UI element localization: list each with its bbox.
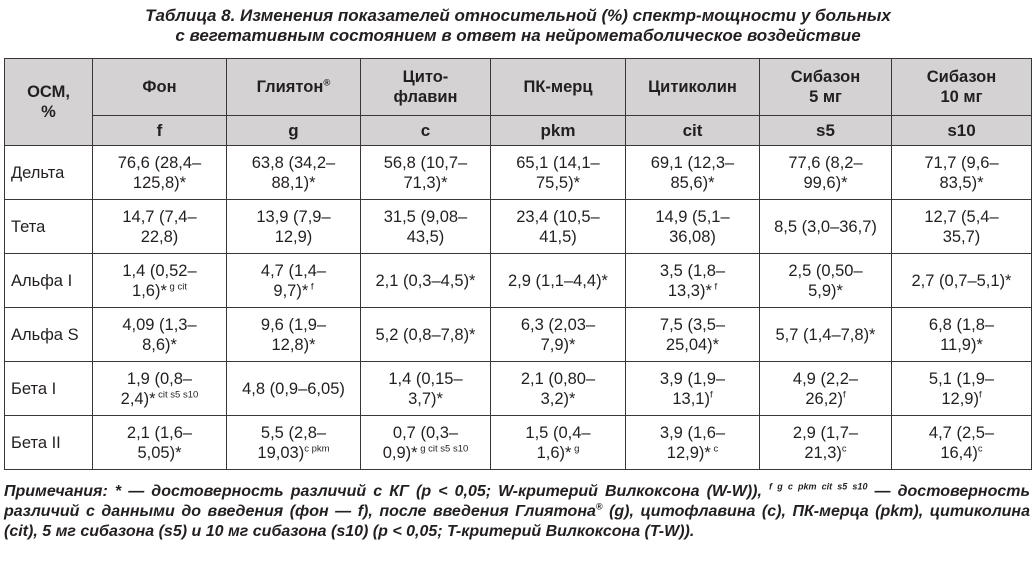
cell-line-1: 12,7 (5,4– — [924, 207, 999, 226]
column-header-line-1 — [363, 67, 488, 87]
cell-significance-marks: f — [842, 389, 846, 400]
cell-line-1: 2,7 (0,7–5,1)* — [911, 271, 1012, 290]
cell-line-1: 5,1 (1,9– — [928, 369, 995, 388]
cell-line-1: 4,09 (1,3– — [122, 315, 197, 334]
table-cell — [227, 416, 361, 470]
table-caption — [0, 6, 1036, 46]
cell-value: 85,6)* — [670, 173, 715, 192]
table-cell — [892, 416, 1032, 470]
cell-line-1: 31,5 (9,08– — [383, 207, 468, 226]
cell-line-1: 3,9 (1,6– — [659, 423, 726, 442]
table-cell — [227, 362, 361, 416]
cell-line-1: 4,7 (1,4– — [260, 261, 327, 280]
cell-line-1: 1,5 (0,4– — [525, 423, 591, 442]
cell-line-2 — [628, 281, 757, 301]
cell-line-1: 2,5 (0,50– — [788, 261, 863, 280]
cell-line-1: 71,7 (9,6– — [924, 153, 999, 172]
corner-line-2: % — [41, 103, 56, 121]
cell-significance-marks: cit s5 s10 — [155, 389, 199, 400]
column-header — [93, 59, 227, 116]
cell-line-1: 13,9 (7,9– — [256, 207, 331, 226]
column-header-line-1 — [95, 77, 224, 97]
corner-line-1: ОСМ, — [27, 83, 70, 101]
column-code: s5 — [760, 116, 892, 146]
cell-line-1: 14,7 (7,4– — [122, 207, 197, 226]
cell-line-1: 4,8 (0,9–6,05) — [242, 379, 345, 398]
table-cell — [491, 254, 626, 308]
column-header-text: Цито- — [402, 68, 449, 86]
row-label: Тета — [5, 200, 93, 254]
cell-significance-marks: c — [977, 443, 983, 454]
row-label: Дельта — [5, 146, 93, 200]
cell-line-1: 63,8 (34,2– — [251, 153, 336, 172]
table-notes — [4, 482, 1030, 542]
column-header — [491, 59, 626, 116]
cell-line-1: 6,3 (2,03– — [520, 315, 596, 334]
column-header-text: Сибазон — [926, 68, 997, 86]
table-cell — [491, 308, 626, 362]
cell-line-2 — [95, 443, 224, 463]
column-header — [227, 59, 361, 116]
cell-line-1: 6,8 (1,8– — [928, 315, 995, 334]
table-cell — [760, 362, 892, 416]
row-label: Альфа S — [5, 308, 93, 362]
cell-value: 88,1)* — [271, 173, 316, 192]
cell-line-2 — [95, 227, 224, 247]
cell-line-1: 2,9 (1,1–4,4)* — [508, 271, 608, 290]
table-row — [5, 200, 1032, 254]
cell-value: 19,03) — [257, 443, 305, 462]
cell-value: 3,7)* — [408, 389, 443, 408]
cell-line-2 — [894, 173, 1029, 193]
table-cell — [491, 200, 626, 254]
cell-line-1: 8,5 (3,0–36,7) — [774, 217, 877, 236]
row-label: Бета II — [5, 416, 93, 470]
cell-value: 75,5)* — [535, 173, 581, 192]
cell-line-2 — [493, 335, 623, 355]
cell-line-2 — [229, 335, 358, 355]
table-cell — [227, 146, 361, 200]
table-cell — [892, 200, 1032, 254]
table-cell — [361, 254, 491, 308]
cell-line-1: 5,7 (1,4–7,8)* — [775, 325, 876, 344]
table-cell — [491, 416, 626, 470]
table-cell — [760, 146, 892, 200]
cell-line-1: 1,4 (0,15– — [388, 369, 463, 388]
cell-value: 26,2) — [805, 389, 843, 408]
column-header — [626, 59, 760, 116]
cell-value: 7,9)* — [540, 335, 576, 354]
column-header-line-1 — [493, 77, 623, 97]
cell-value: 12,9) — [274, 227, 313, 246]
header-corner — [5, 59, 93, 146]
table-cell — [93, 200, 227, 254]
cell-line-1: 2,1 (1,6– — [126, 423, 193, 442]
cell-value: 21,3) — [804, 443, 842, 462]
cell-line-2 — [363, 227, 488, 247]
cell-value: 1,6)* — [536, 443, 572, 462]
cell-line-2 — [229, 227, 358, 247]
cell-line-1: 1,4 (0,52– — [122, 261, 197, 280]
cell-value: 36,08) — [669, 227, 716, 246]
cell-line-1: 5,2 (0,8–7,8)* — [375, 325, 476, 344]
cell-value: 25,04)* — [665, 335, 720, 354]
cell-line-2 — [95, 389, 224, 409]
cell-line-2 — [229, 443, 358, 463]
cell-line-1: 69,1 (12,3– — [650, 153, 735, 172]
table-cell — [227, 254, 361, 308]
cell-value: 35,7) — [942, 227, 981, 246]
table-cell — [626, 308, 760, 362]
cell-value: 5,05)* — [137, 443, 182, 462]
caption-line-2: с вегетативным состоянием в ответ на нейрометаболическое воздействие — [175, 26, 861, 45]
column-header-line-1 — [762, 67, 889, 87]
column-header-line-2: 10 мг — [940, 88, 983, 106]
cell-line-1: 5,5 (2,8– — [260, 423, 327, 442]
cell-value: 12,9)* — [666, 443, 711, 462]
cell-value: 13,3)* — [667, 281, 712, 300]
cell-line-1: 14,9 (5,1– — [655, 207, 730, 226]
column-header-text: Глиятон — [256, 78, 324, 96]
cell-line-1: 1,9 (0,8– — [126, 369, 193, 388]
cell-line-2 — [628, 335, 757, 355]
spectral-power-table — [4, 58, 1032, 470]
table-cell — [93, 308, 227, 362]
cell-line-2 — [894, 389, 1029, 409]
cell-value: 11,9)* — [940, 335, 983, 354]
cell-line-2 — [762, 173, 889, 193]
cell-line-1: 76,6 (28,4– — [117, 153, 202, 172]
cell-line-1: 2,1 (0,3–4,5)* — [375, 271, 476, 290]
cell-value: 9,7)* — [273, 281, 309, 300]
cell-value: 71,3)* — [403, 173, 448, 192]
table-cell — [892, 146, 1032, 200]
cell-value: 3,2)* — [540, 389, 576, 408]
column-code: g — [227, 116, 361, 146]
column-header-text: ПК-мерц — [523, 78, 593, 96]
table-cell — [760, 308, 892, 362]
cell-value: 0,9)* — [382, 443, 418, 462]
notes-part-2: — достоверность различий с данными до введения (фон — f), после введения Глиятона — [4, 483, 1030, 520]
cell-line-2 — [95, 173, 224, 193]
cell-value: 8,6)* — [142, 335, 177, 354]
cell-value: 22,8) — [140, 227, 179, 246]
cell-significance-marks: g — [571, 443, 580, 454]
cell-line-1: 4,7 (2,5– — [928, 423, 995, 442]
column-header-line-2: флавин — [393, 88, 458, 106]
cell-line-1: 56,8 (10,7– — [383, 153, 468, 172]
cell-line-2 — [95, 281, 224, 301]
cell-value: 41,5) — [539, 227, 577, 246]
cell-value: 43,5) — [406, 227, 445, 246]
column-code: c — [361, 116, 491, 146]
cell-value: 12,8)* — [271, 335, 316, 354]
table-cell — [892, 362, 1032, 416]
cell-line-2 — [229, 173, 358, 193]
cell-line-2 — [762, 443, 889, 463]
cell-significance-marks: c — [841, 443, 847, 454]
table-cell — [491, 146, 626, 200]
cell-value: 99,6)* — [803, 173, 848, 192]
cell-significance-marks: g cit s5 s10 — [417, 443, 469, 454]
table-row — [5, 308, 1032, 362]
column-code: pkm — [491, 116, 626, 146]
table-cell — [361, 416, 491, 470]
table-cell — [491, 362, 626, 416]
notes-part-1: Примечания: * — достоверность различий с КГ (p < 0,05; W-критерий Вилкоксона (W-W)), — [4, 483, 770, 500]
cell-significance-marks: c pkm — [304, 443, 330, 454]
column-header-line-2: 5 мг — [809, 88, 842, 106]
table-cell — [361, 200, 491, 254]
cell-line-2 — [95, 335, 224, 355]
cell-line-2 — [493, 443, 623, 463]
cell-line-1: 65,1 (14,1– — [516, 153, 600, 172]
table-row — [5, 416, 1032, 470]
cell-significance-marks: f — [711, 281, 718, 292]
cell-significance-marks: f — [978, 389, 982, 400]
table-cell — [361, 146, 491, 200]
cell-significance-marks: f — [709, 389, 713, 400]
cell-line-2 — [762, 389, 889, 409]
cell-line-2 — [493, 173, 623, 193]
cell-line-2 — [894, 227, 1029, 247]
cell-line-2 — [493, 389, 623, 409]
row-label: Альфа I — [5, 254, 93, 308]
cell-line-2 — [894, 335, 1029, 355]
table-cell — [361, 362, 491, 416]
cell-line-2 — [363, 389, 488, 409]
table-cell — [760, 254, 892, 308]
table-row — [5, 146, 1032, 200]
cell-value: 1,6)* — [132, 281, 167, 300]
table-cell — [626, 416, 760, 470]
table-cell — [760, 416, 892, 470]
table-cell — [93, 416, 227, 470]
cell-value: 13,1) — [672, 389, 710, 408]
column-header-line-1 — [628, 77, 757, 97]
table-cell — [93, 146, 227, 200]
cell-line-2 — [229, 281, 358, 301]
column-header — [361, 59, 491, 116]
cell-significance-marks: g cit — [166, 281, 187, 292]
cell-line-1: 2,1 (0,80– — [520, 369, 596, 388]
cell-line-2 — [493, 227, 623, 247]
column-header-line-1 — [229, 77, 358, 97]
table-cell — [760, 200, 892, 254]
column-header-text: Сибазон — [790, 68, 861, 86]
table-cell — [892, 254, 1032, 308]
column-header — [760, 59, 892, 116]
column-header-text: Цитиколин — [648, 78, 737, 96]
cell-line-2 — [363, 443, 488, 463]
table-row — [5, 362, 1032, 416]
cell-value: 83,5)* — [939, 173, 984, 192]
cell-line-1: 4,9 (2,2– — [792, 369, 859, 388]
cell-value: 16,4) — [940, 443, 978, 462]
cell-line-1: 2,9 (1,7– — [792, 423, 859, 442]
column-header-line-1 — [894, 67, 1029, 87]
cell-line-1: 77,6 (8,2– — [788, 153, 863, 172]
column-code: s10 — [892, 116, 1032, 146]
cell-significance-marks: c — [710, 443, 719, 454]
cell-line-2 — [363, 173, 488, 193]
table-cell — [93, 362, 227, 416]
cell-value: 2,4)* — [120, 389, 156, 408]
cell-line-1: 23,4 (10,5– — [516, 207, 600, 226]
cell-line-2 — [762, 281, 889, 301]
table-cell — [892, 308, 1032, 362]
column-header-superscript: ® — [323, 77, 331, 89]
cell-line-2 — [628, 227, 757, 247]
column-header — [892, 59, 1032, 116]
row-label: Бета I — [5, 362, 93, 416]
table-cell — [626, 254, 760, 308]
notes-superscript-codes: f g c pkm cit s5 s10 — [769, 481, 868, 492]
table-cell — [626, 362, 760, 416]
notes-part-3: (g), цитофлавина (c), ПК-мерца (pkm), цитиколина (cit), 5 мг сибазона (s5) и 10 мг сибазона (s10) (p < 0,05; T-критерий Вилкоксона (T-W)). — [4, 503, 1030, 540]
table-cell — [93, 254, 227, 308]
cell-line-2 — [628, 389, 757, 409]
column-header-text: Фон — [142, 78, 177, 96]
table-cell — [361, 308, 491, 362]
table-cell — [227, 308, 361, 362]
table-cell — [626, 146, 760, 200]
cell-value: 125,8)* — [132, 173, 187, 192]
cell-line-1: 7,5 (3,5– — [659, 315, 726, 334]
caption-line-1: Таблица 8. Изменения показателей относительной (%) спектр-мощности у больных — [145, 6, 891, 25]
cell-line-1: 9,6 (1,9– — [260, 315, 327, 334]
cell-line-2 — [894, 443, 1029, 463]
notes-registered-mark: ® — [595, 501, 603, 512]
table-cell — [227, 200, 361, 254]
column-code: cit — [626, 116, 760, 146]
table-row — [5, 254, 1032, 308]
column-code: f — [93, 116, 227, 146]
cell-line-1: 3,5 (1,8– — [659, 261, 726, 280]
cell-line-1: 0,7 (0,3– — [392, 423, 459, 442]
cell-line-1: 3,9 (1,9– — [659, 369, 726, 388]
cell-significance-marks: f — [308, 281, 314, 292]
cell-value: 5,9)* — [808, 281, 843, 300]
table-cell — [626, 200, 760, 254]
cell-line-2 — [628, 443, 757, 463]
cell-line-2 — [628, 173, 757, 193]
cell-value: 12,9) — [941, 389, 979, 408]
